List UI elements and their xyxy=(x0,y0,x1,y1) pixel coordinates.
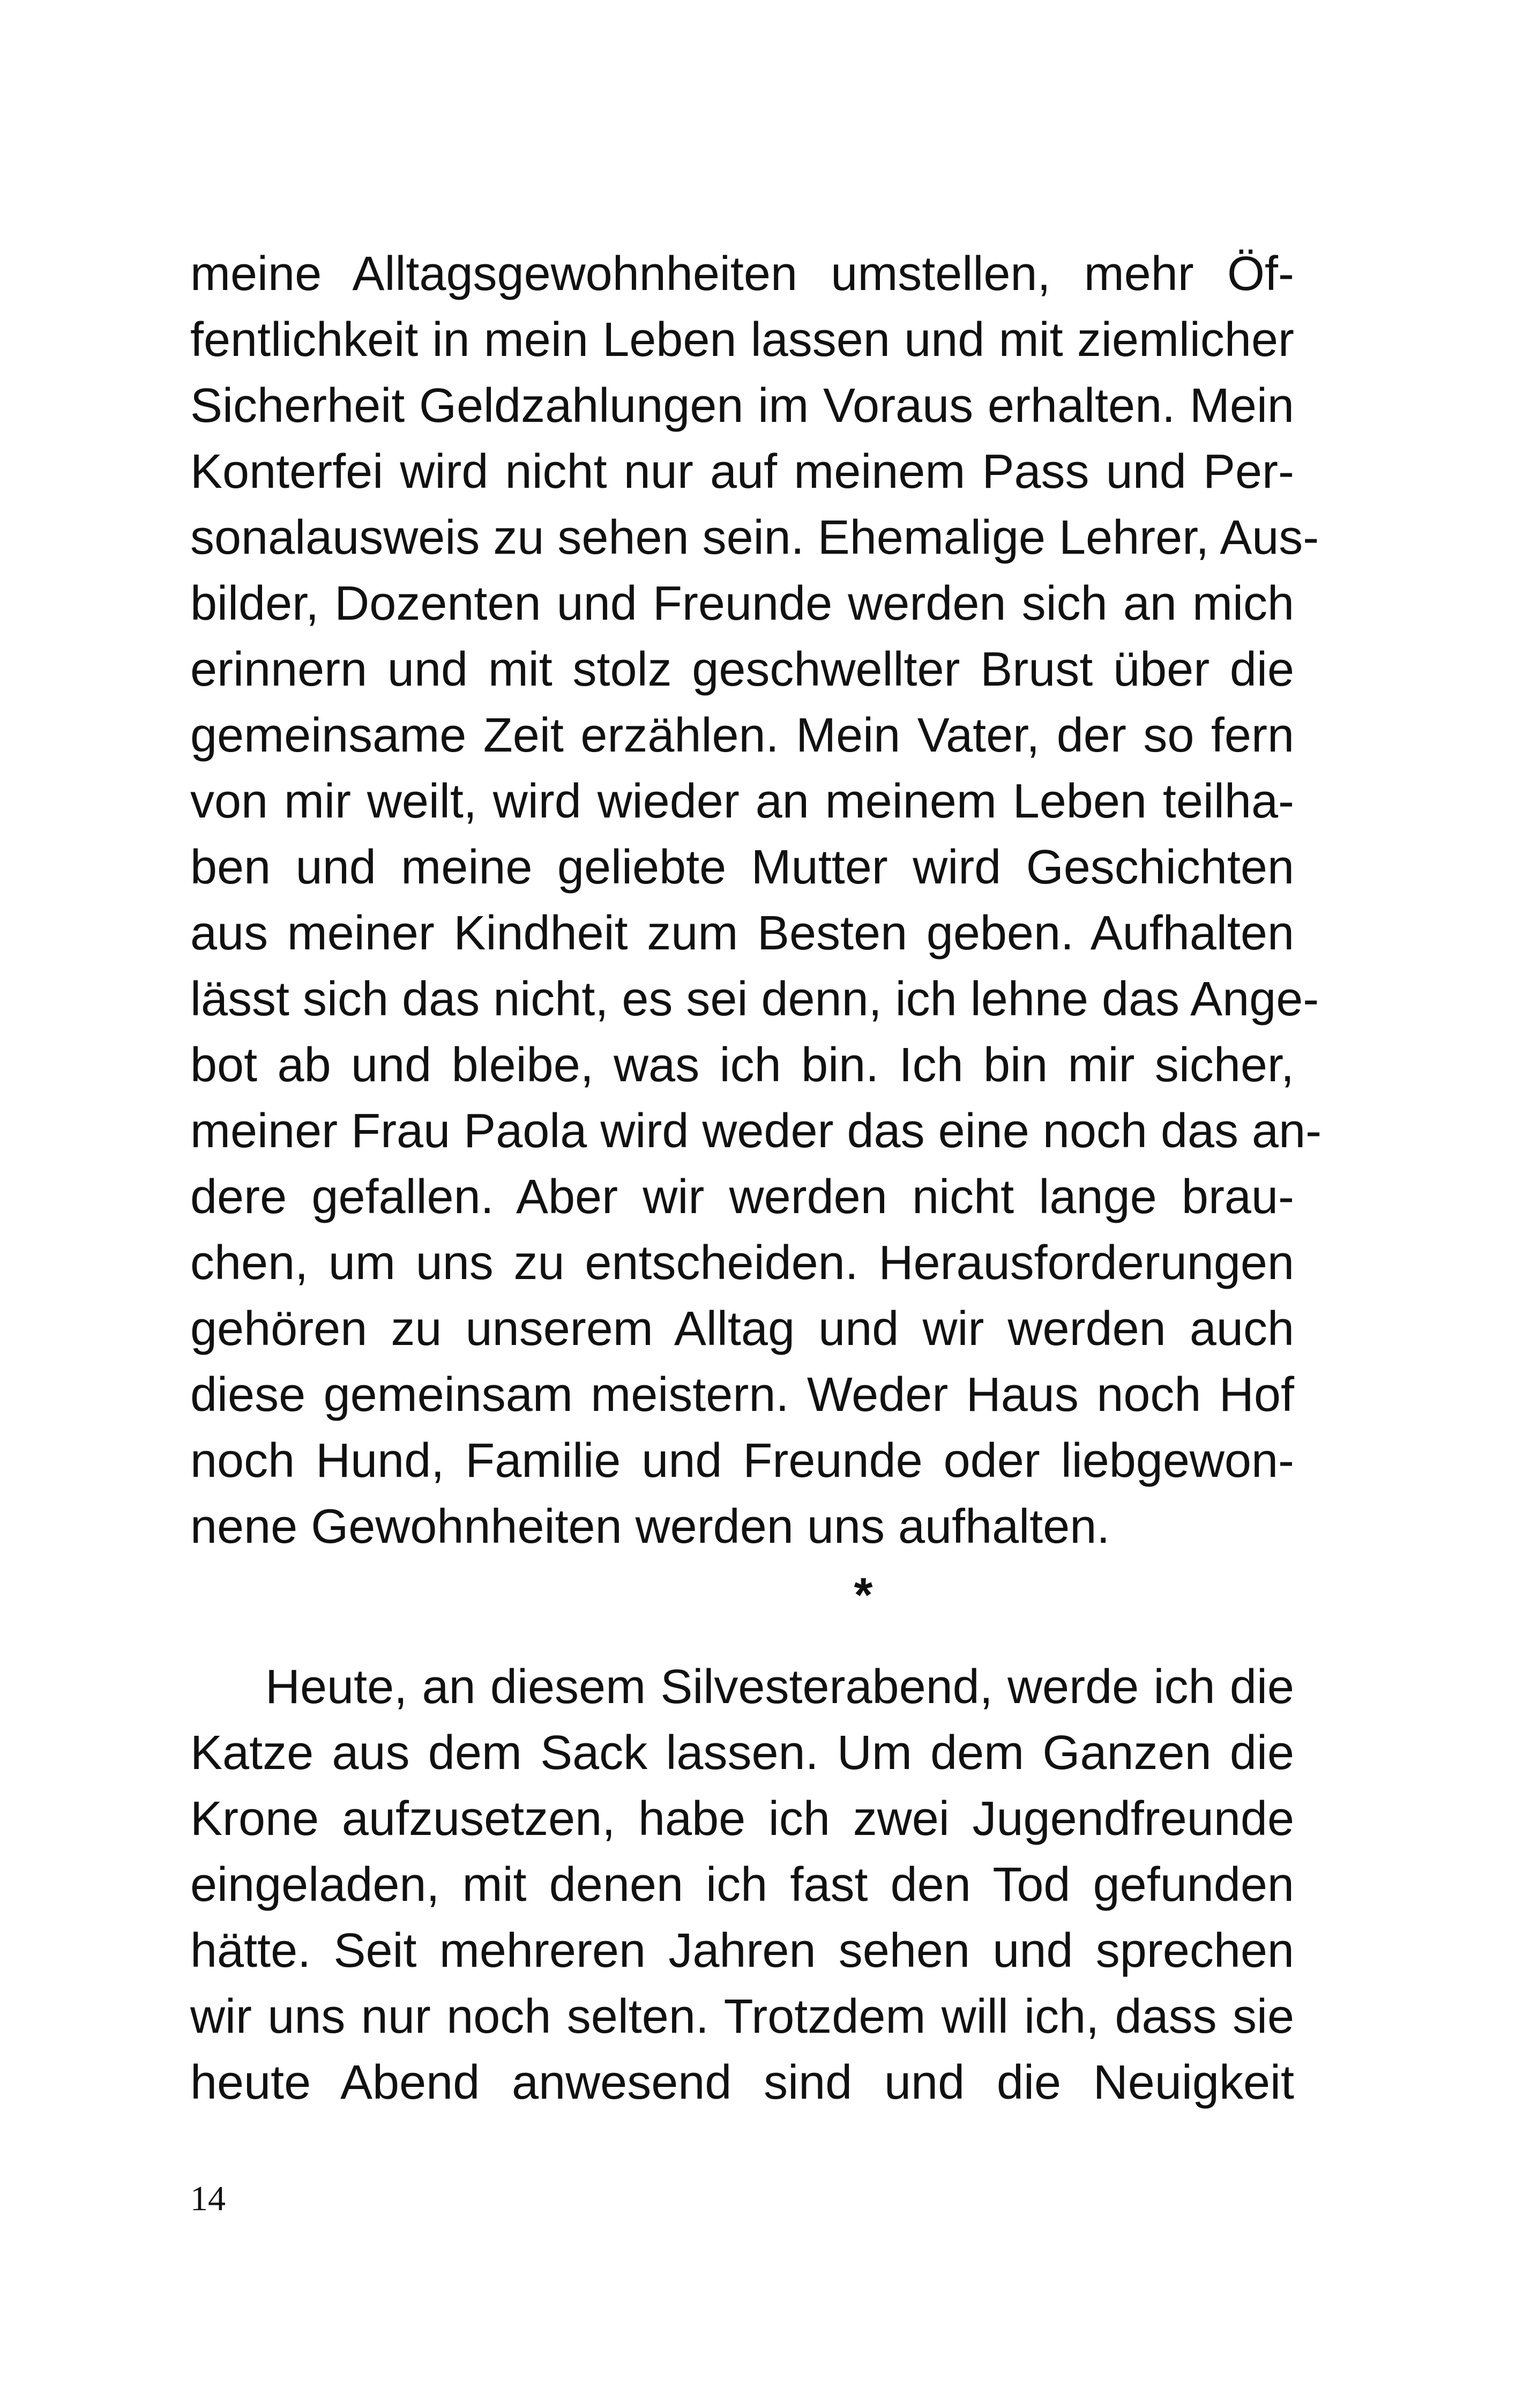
text-line: sonalausweis zu sehen sein. Ehemalige Lehrer, Aus- xyxy=(190,511,1319,564)
text-line: lässt sich das nicht, es sei denn, ich lehne das Ange- xyxy=(190,972,1319,1026)
text-line: eingeladen, mit denen ich fast den Tod gefunden xyxy=(190,1858,1294,1912)
text-line: gehören zu unserem Alltag und wir werden auch xyxy=(190,1302,1294,1356)
text-line: wir uns nur noch selten. Trotzdem will ich, dass sie xyxy=(190,1990,1294,2043)
text-line: dere gefallen. Aber wir werden nicht lange brau- xyxy=(190,1170,1294,1224)
text-line: Katze aus dem Sack lassen. Um dem Ganzen die xyxy=(190,1726,1294,1780)
text-line: von mir weilt, wird wieder an meinem Leben teilha- xyxy=(190,775,1294,828)
page-number: 14 xyxy=(190,2179,226,2218)
text-line: Sicherheit Geldzahlungen im Voraus erhalten. Mein xyxy=(190,379,1294,433)
paragraph-1 xyxy=(190,241,1322,1560)
text-line: noch Hund, Familie und Freunde oder liebgewon- xyxy=(190,1434,1294,1488)
text-line: fentlichkeit in mein Leben lassen und mit ziemlicher xyxy=(190,313,1294,367)
text-line: meiner Frau Paola wird weder das eine noch das an- xyxy=(190,1104,1322,1158)
text-line: Heute, an diesem Silvesterabend, werde ich die xyxy=(265,1660,1294,1714)
text-line: gemeinsame Zeit erzählen. Mein Vater, der so fern xyxy=(190,709,1294,762)
text-line: Konterfei wird nicht nur auf meinem Pass und Per- xyxy=(190,445,1294,499)
text-line: nene Gewohnheiten werden uns aufhalten. xyxy=(190,1500,1110,1554)
text-line: bot ab und bleibe, was ich bin. Ich bin mir sicher, xyxy=(190,1038,1294,1092)
text-line: hätte. Seit mehreren Jahren sehen und sprechen xyxy=(190,1924,1294,1978)
text-line: bilder, Dozenten und Freunde werden sich an mich xyxy=(190,577,1294,630)
text-line: diese gemeinsam meistern. Weder Haus noch Hof xyxy=(190,1368,1294,1422)
text-line: Krone aufzusetzen, habe ich zwei Jugendfreunde xyxy=(190,1792,1294,1846)
text-line: aus meiner Kindheit zum Besten geben. Aufhalten xyxy=(190,906,1294,960)
section-separator: * xyxy=(854,1569,873,1622)
text-line: ben und meine geliebte Mutter wird Geschichten xyxy=(190,841,1294,894)
text-line: meine Alltagsgewohnheiten umstellen, mehr Öf- xyxy=(190,247,1294,301)
text-line: chen, um uns zu entscheiden. Herausforderungen xyxy=(190,1236,1294,1290)
text-line: heute Abend anwesend sind und die Neuigkeit xyxy=(190,2056,1294,2109)
paragraph-2 xyxy=(190,1654,1294,2116)
text-line: erinnern und mit stolz geschwellter Brust über die xyxy=(190,643,1294,696)
